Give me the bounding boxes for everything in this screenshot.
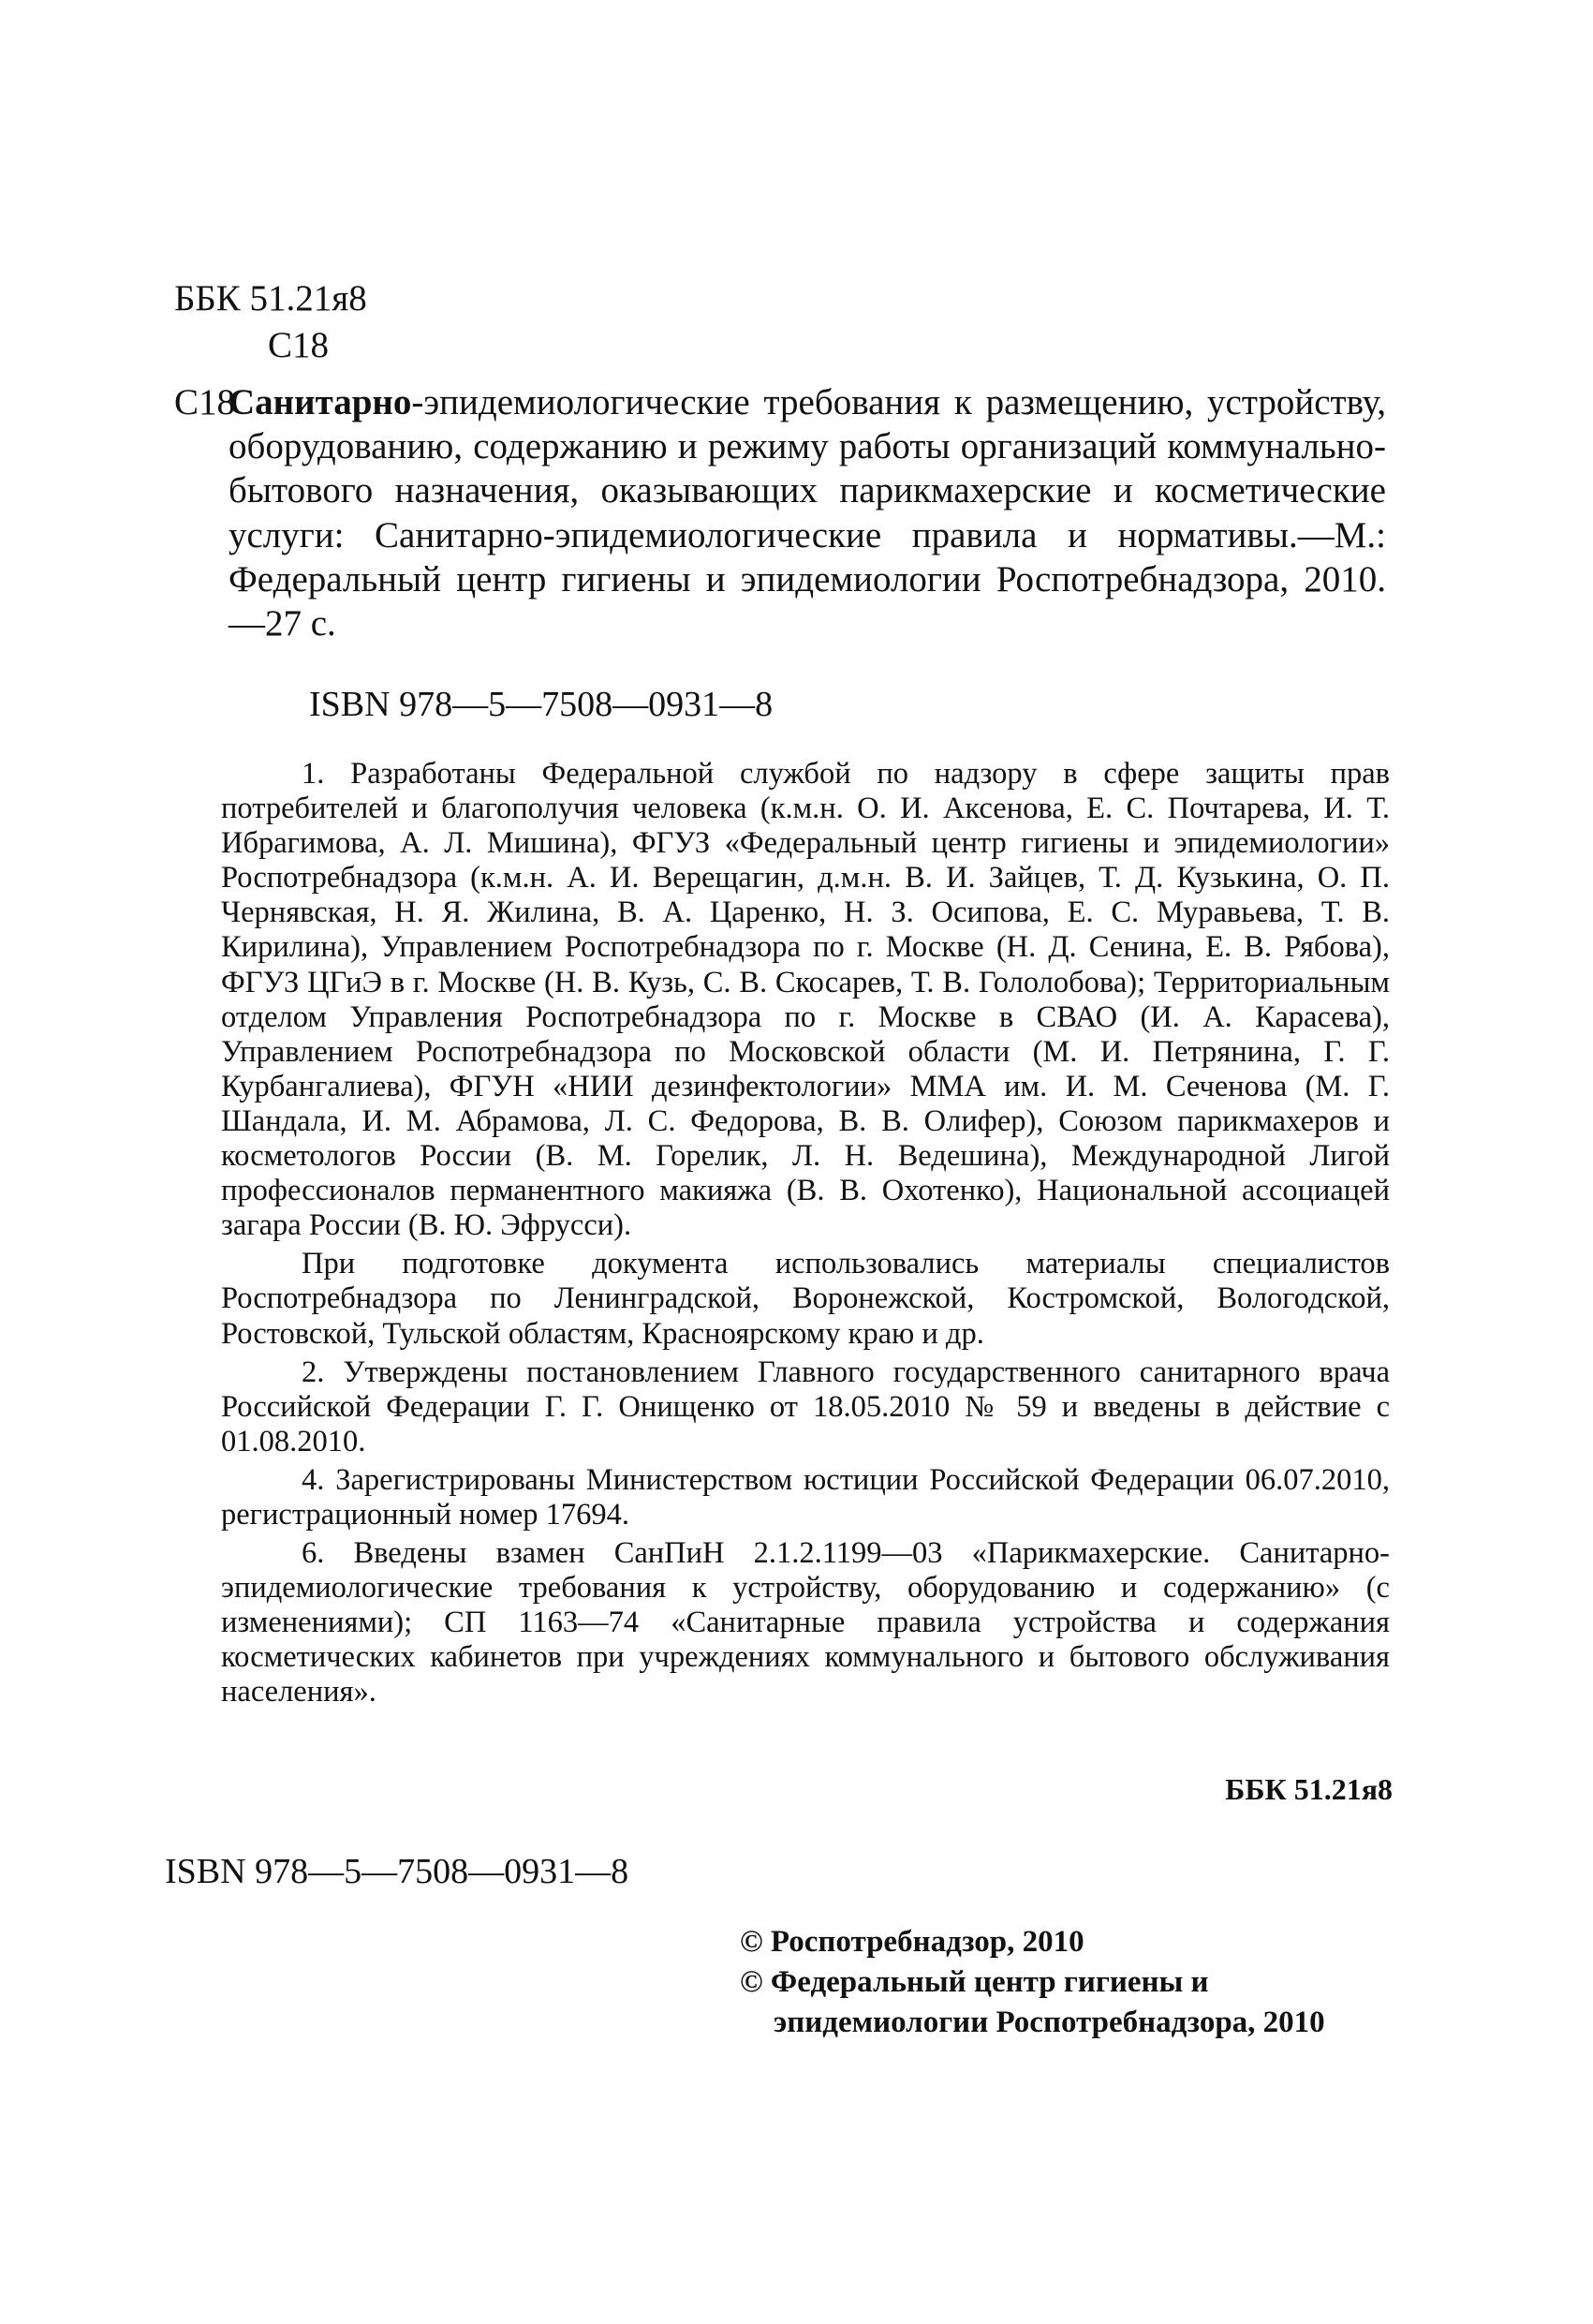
- entry-title-rest: -эпидемиологические требования к размещению, устройству, оборудованию, содержанию и режиму работы организаций коммунально-бытового назначения, оказывающих парикмахерские и косметические услуги: Санитарно-эпидемиологические правила и нормативы.—М.: Федеральный центр гигиены и эпидемиологии Роспотребнадзора, 2010.—27 с.: [229, 382, 1386, 644]
- note-paragraph: 4. Зарегистрированы Министерством юстиции Российской Федерации 06.07.2010, регистрационный номер 17694.: [221, 1462, 1390, 1532]
- note-paragraph: 2. Утверждены постановлением Главного государственного санитарного врача Российской Федерации Г. Г. Онищенко от 18.05.2010 № 59 и введены в действие с 01.08.2010.: [221, 1354, 1390, 1458]
- isbn-middle: ISBN 978—5—7508—0931—8: [309, 685, 774, 724]
- copyright-line: © Роспотребнадзор, 2010: [740, 1925, 1084, 1959]
- isbn-bottom: ISBN 978—5—7508—0931—8: [165, 1852, 629, 1891]
- bibliographic-entry: [229, 380, 1386, 645]
- entry-index: С18: [174, 382, 236, 422]
- copyright-block: [740, 1922, 1325, 2043]
- note-paragraph: При подготовке документа использовались материалы специалистов Роспотребнадзора по Ленинградской, Воронежской, Костромской, Вологодской, Ростовской, Тульской областям, Красноярскому краю и др.: [221, 1247, 1390, 1351]
- copyright-line: © Федеральный центр гигиены и: [740, 1965, 1209, 1999]
- note-paragraph: 1. Разработаны Федеральной службой по надзору в сфере защиты прав потребителей и благополучия человека (к.м.н. О. И. Аксенова, Е. С. Почтарева, И. Т. Ибрагимова, А. Л. Мишина), ФГУЗ «Федеральный центр гигиены и эпидемиологии» Роспотребнадзора (к.м.н. А. И. Верещагин, д.м.н. В. И. Зайцев, Т. Д. Кузькина, О. П. Чернявская, Н. Я. Жилина, В. А. Царенко, Н. З. Осипова, Е. С. Муравьева, Т. В. Кирилина), Управлением Роспотребнадзора по г. Москве (Н. Д. Сенина, Е. В. Рябова), ФГУЗ ЦГиЭ в г. Москве (Н. В. Кузь, С. В. Скосарев, Т. В. Гололобова); Территориальным отделом Управления Роспотребнадзора по г. Москве в СВАО (И. А. Карасева), Управлением Роспотребнадзора по Московской области (М. И. Петрянина, Г. Г. Курбангалиева), ФГУН «НИИ дезинфектологии» ММА им. И. М. Сеченова (М. Г. Шандала, И. М. Абрамова, Л. С. Федорова, В. В. Олифер), Союзом парикмахеров и косметологов России (В. М. Горелик, Л. Н. Ведешина), Международной Лигой профессионалов перманентного макияжа (В. В. Охотенко), Национальной ассоциацей загара России (В. Ю. Эфрусси).: [221, 757, 1390, 1243]
- bbk-code-bottom: ББК 51.21я8: [1225, 1772, 1393, 1806]
- notes-block: [221, 757, 1390, 1714]
- author-mark-top: С18: [268, 325, 330, 365]
- entry-title-bold: Санитарно: [229, 382, 412, 422]
- bbk-code-top: ББК 51.21я8: [174, 278, 367, 318]
- copyright-line: эпидемиологии Роспотребнадзора, 2010: [774, 2006, 1325, 2039]
- note-paragraph: 6. Введены взамен СанПиН 2.1.2.1199—03 «Парикмахерские. Санитарно-эпидемиологические требования к устройству, оборудованию и содержанию» (с изменениями); СП 1163—74 «Санитарные правила устройства и содержания косметических кабинетов при учреждениях коммунального и бытового обслуживания населения».: [221, 1536, 1390, 1710]
